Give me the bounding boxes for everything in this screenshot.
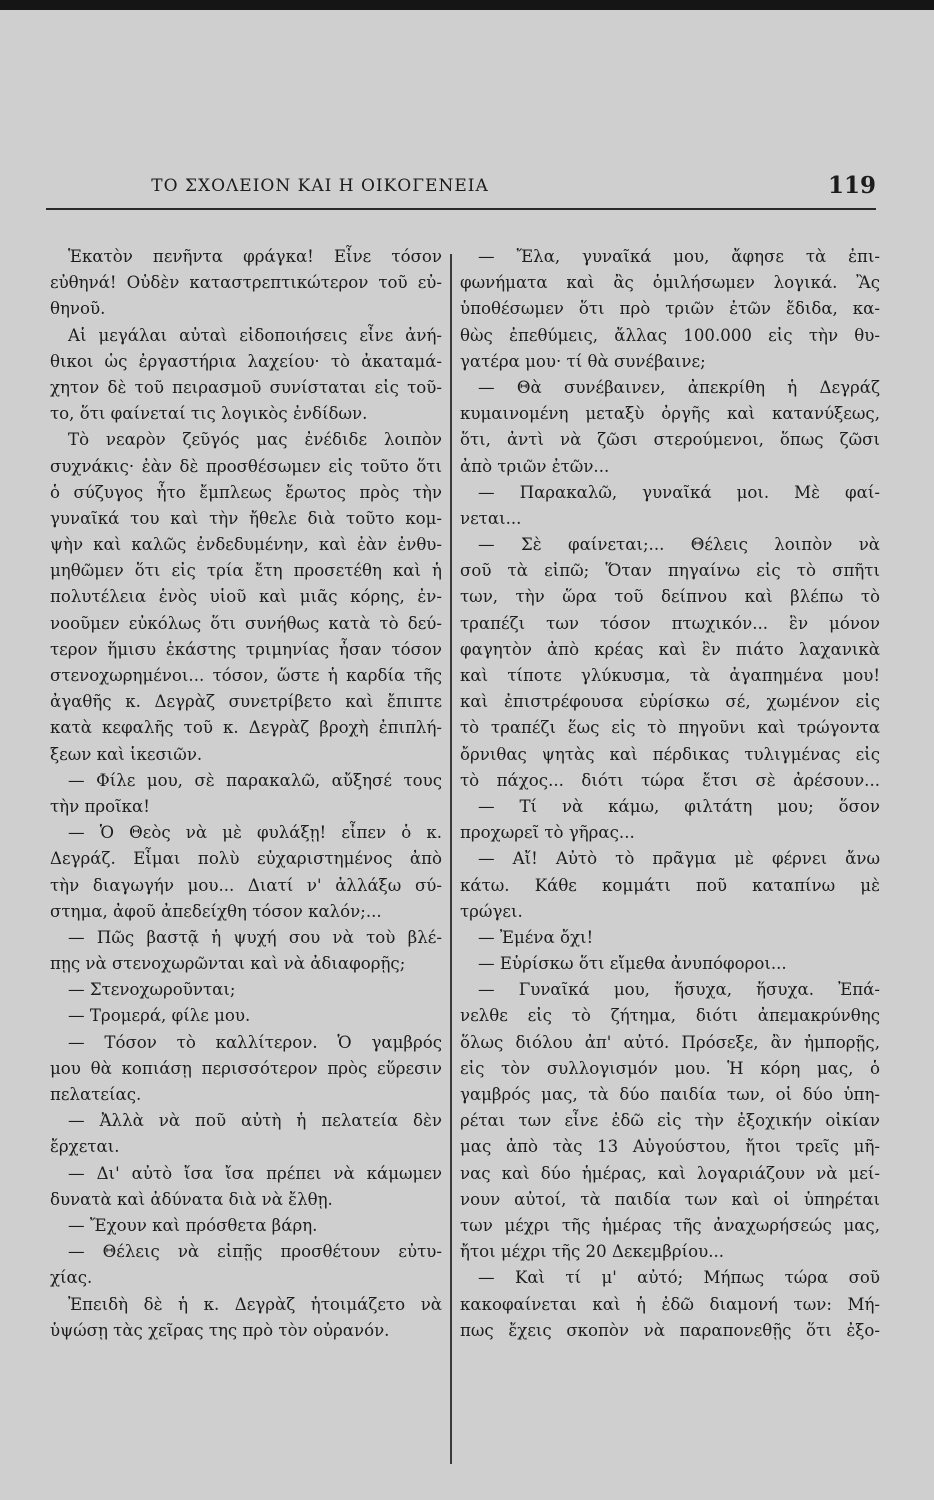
text-line: ὁ σύζυγος ἦτο ἔμπλεως ἔρωτος πρὸς τὴν: [50, 482, 442, 502]
text-line: τερον ἥμισυ ἑκάστης τριμηνίας ἦσαν τόσον: [50, 639, 442, 659]
text-line: νεται...: [460, 508, 522, 528]
left-column: [50, 244, 442, 1344]
text-line: τὴν διαγωγήν μου... Διατί ν' ἀλλάξω σύ-: [50, 875, 442, 895]
text-line: σοῦ τὰ εἰπῶ; Ὅταν πηγαίνω εἰς τὸ σπῆτι: [460, 561, 880, 581]
text-line: καὶ ἐπιστρέφουσα εὑρίσκω σέ, χωμένον εἰς: [460, 692, 880, 712]
text-line: θὼς ἐπεθύμεις, ἄλλας 100.000 εἰς τὴν θυ-: [460, 325, 880, 345]
text-line: προχωρεῖ τὸ γῆρας...: [460, 823, 635, 843]
text-line: νελθε εἰς τὸ ζήτημα, διότι ἀπεμακρύνθης: [460, 1006, 880, 1026]
text-line: — Τί νὰ κάμω, φιλτάτη μου; ὅσον: [478, 796, 880, 816]
text-line: ὅλως διόλου ἀπ' αὐτό. Πρόσεξε, ἂν ἠμπορῇς,: [460, 1032, 880, 1052]
text-line: μου θὰ κοπιάσῃ περισσότερον πρὸς εὕρεσιν: [50, 1058, 442, 1078]
text-line: κυμαινομένη μεταξὺ ὀργῆς καὶ κατανύξεως,: [460, 404, 880, 424]
running-title: ΤΟ ΣΧΟΛΕΙΟΝ ΚΑΙ Η ΟΙΚΟΓΕΝΕΙΑ: [151, 176, 489, 196]
right-column: [460, 244, 880, 1344]
text-line: τραπέζι των τόσον πτωχικόν... ἓν μόνον: [460, 613, 880, 633]
text-line: νουν αὐτοί, τὰ παιδία των καὶ οἱ ὑπηρέται: [460, 1189, 880, 1209]
text-line: φωνήματα καὶ ἂς ὁμιλήσωμεν λογικά. Ἂς: [460, 273, 880, 293]
text-line: νας καὶ δύο ἡμέρας, καὶ λογαριάζουν νὰ μεί-: [460, 1163, 880, 1183]
page-number: 119: [828, 172, 877, 199]
header-rule: [46, 208, 876, 210]
text-line: — Καὶ τί μ' αὐτό; Μήπως τώρα σοῦ: [478, 1268, 880, 1288]
text-line: — Θὰ συνέβαινεν, ἀπεκρίθη ἡ Δεγράζ: [478, 377, 880, 397]
text-line: πῃς νὰ στενοχωρῶνται καὶ νὰ ἀδιαφορῇς;: [50, 954, 406, 974]
text-line: τὸ πάχος... διότι τώρα ἔτσι σὲ ἀρέσουν...: [460, 770, 880, 790]
text-line: δυνατὰ καὶ ἀδύνατα διὰ νὰ ἔλθῃ.: [50, 1189, 333, 1209]
text-line: ἔρχεται.: [50, 1137, 120, 1157]
text-line: Αἱ μεγάλαι αὐταὶ εἰδοποιήσεις εἶνε ἀνή-: [68, 325, 442, 345]
text-line: μας ἀπὸ τὰς 13 Αὐγούστου, ἤτοι τρεῖς μῆ-: [460, 1137, 880, 1157]
text-line: κατὰ κεφαλῆς τοῦ κ. Δεγρὰζ βροχὴ ἐπιπλή-: [50, 718, 442, 738]
text-line: — Πῶς βαστᾷ ἡ ψυχή σου νὰ τοὺ βλέ-: [68, 927, 442, 947]
text-line: ἀγαθῆς κ. Δεγρὰζ συνετρίβετο καὶ ἔπιπτε: [50, 692, 442, 712]
text-line: τὴν προῖκα!: [50, 796, 150, 816]
text-line: ὑψώσῃ τὰς χεῖρας της πρὸ τὸν οὐρανόν.: [50, 1320, 390, 1340]
text-line: στενοχωρημένοι... τόσον, ὥστε ἡ καρδία τῆς: [50, 666, 442, 685]
text-line: — Ὁ Θεὸς νὰ μὲ φυλάξῃ! εἶπεν ὁ κ.: [68, 823, 442, 843]
text-line: ὅτι, ἀντὶ νὰ ζῶσι στερούμενοι, ὅπως ζῶσι: [460, 430, 880, 450]
text-line: γυναῖκά του καὶ τὴν ἤθελε διὰ τοῦτο κομ-: [50, 508, 442, 528]
text-line: ξεων καὶ ἱκεσιῶν.: [50, 744, 203, 764]
text-line: θηνοῦ.: [50, 299, 106, 319]
text-line: εὐθηνά! Οὐδὲν καταστρεπτικώτερον τοῦ εὐ-: [50, 273, 442, 293]
text-line: — Τόσον τὸ καλλίτερον. Ὁ γαμβρός: [68, 1032, 442, 1052]
text-line: το, ὅτι φαίνεταί τις λογικὸς ἐνδίδων.: [50, 404, 368, 424]
text-line: εἰς τὸν συλλογισμόν μου. Ἡ κόρη μας, ὁ: [460, 1058, 880, 1078]
text-line: γατέρα μου· τί θὰ συνέβαινε;: [460, 351, 706, 371]
text-line: ὄρνιθας ψητὰς καὶ πέρδικας τυλιγμένας εἰς: [460, 744, 880, 764]
text-line: συχνάκις· ἐὰν δὲ προσθέσωμεν εἰς τοῦτο ὅτι: [50, 456, 442, 476]
text-line: — Εὑρίσκω ὅτι εἴμεθα ἀνυπόφοροι...: [478, 954, 787, 974]
text-line: Ἐπειδὴ δὲ ἡ κ. Δεγρὰζ ἡτοιμάζετο νὰ: [68, 1294, 442, 1314]
text-line: — Ἀλλὰ νὰ ποῦ αὐτὴ ἡ πελατεία δὲν: [68, 1111, 442, 1131]
text-line: των, τὴν ὥρα τοῦ δείπνου καὶ βλέπω τὸ: [460, 587, 880, 607]
text-line: Δεγράζ. Εἶμαι πολὺ εὐχαριστημένος ἀπὸ: [50, 849, 442, 869]
text-line: πελατείας.: [50, 1085, 142, 1104]
text-line: — Αἴ! Αὐτὸ τὸ πρᾶγμα μὲ φέρνει ἄνω: [478, 849, 880, 869]
text-line: φαγητὸν ἀπὸ κρέας καὶ ἓν πιάτο λαχανικὰ: [460, 639, 880, 659]
text-line: καὶ τίποτε γλύκυσμα, τὰ ἀγαπημένα μου!: [460, 666, 880, 685]
text-line: — Παρακαλῶ, γυναῖκά μοι. Μὲ φαί-: [478, 482, 880, 502]
text-line: ἤτοι μέχρι τῆς 20 Δεκεμβρίου...: [460, 1242, 725, 1262]
text-line: χητον δὲ τοῦ πειρασμοῦ συνίσταται εἰς τοῦ-: [50, 377, 442, 397]
text-line: — Ἐμένα ὄχι!: [478, 927, 594, 947]
text-line: θικοι ὡς ἐργαστήρια λαχείου· τὸ ἀκαταμά-: [50, 351, 442, 371]
text-line: στημα, ἀφοῦ ἀπεδείχθη τόσον καλόν;...: [50, 901, 382, 921]
text-line: — Σὲ φαίνεται;... Θέλεις λοιπὸν νὰ: [478, 535, 880, 555]
text-line: ψὴν καὶ καλῶς ἐνδεδυμένην, καὶ ἐὰν ἐνθυ-: [50, 535, 442, 555]
page-top-edge: [0, 0, 934, 10]
text-line: ὑποθέσωμεν ὅτι πρὸ τριῶν ἐτῶν ἔδιδα, κα-: [460, 299, 880, 319]
text-line: τρώγει.: [460, 901, 523, 921]
text-line: τὸ τραπέζι ἕως εἰς τὸ πηγοῦνι καὶ τρώγοντα: [460, 718, 880, 738]
text-line: — Στενοχωροῦνται;: [68, 980, 236, 1000]
text-line: γαμβρός μας, τὰ δύο παιδία των, οἱ δύο ὑπη-: [460, 1085, 880, 1104]
text-line: νοοῦμεν εὐκόλως ὅτι συνήθως κατὰ τὸ δεύ-: [50, 613, 442, 633]
text-line: κάτω. Κάθε κομμάτι ποῦ καταπίνω μὲ: [460, 875, 880, 895]
text-line: κακοφαίνεται καὶ ἡ ἐδῶ διαμονή των: Μή-: [460, 1294, 880, 1314]
text-line: Τὸ νεαρὸν ζεῦγός μας ἐνέδιδε λοιπὸν: [68, 430, 442, 450]
text-line: πολυτέλεια ἑνὸς υἱοῦ καὶ μιᾶς κόρης, ἐν-: [50, 587, 442, 607]
text-line: Ἑκατὸν πενῆντα φράγκα! Εἶνε τόσον: [68, 247, 442, 266]
text-line: — Φίλε μου, σὲ παρακαλῶ, αὔξησέ τους: [68, 770, 442, 790]
text-line: των μέχρι τῆς ἡμέρας τῆς ἀναχωρήσεώς μας,: [460, 1215, 880, 1235]
column-divider: [450, 254, 452, 1464]
text-line: πως ἔχεις σκοπὸν νὰ παραπονεθῇς ὅτι ἐξο-: [460, 1320, 880, 1340]
text-line: — Θέλεις νὰ εἰπῇς προσθέτουν εὐτυ-: [68, 1242, 442, 1262]
text-line: — Γυναῖκά μου, ἥσυχα, ἥσυχα. Ἐπά-: [478, 980, 880, 1000]
text-line: — Ἔχουν καὶ πρόσθετα βάρη.: [68, 1215, 318, 1235]
text-line: ρέται των εἶνε ἐδῶ εἰς τὴν ἐξοχικήν οἰκίαν: [460, 1111, 880, 1131]
text-line: μηθῶμεν ὅτι εἰς τρία ἔτη προσετέθη καὶ ἡ: [50, 561, 442, 581]
text-line: — Δι' αὐτὸ ἴσα ἴσα πρέπει νὰ κάμωμεν: [68, 1163, 442, 1183]
text-line: χίας.: [50, 1268, 93, 1288]
text-line: ἀπὸ τριῶν ἐτῶν...: [460, 456, 610, 476]
text-line: — Ἔλα, γυναῖκά μου, ἄφησε τὰ ἐπι-: [478, 247, 880, 266]
text-line: — Τρομερά, φίλε μου.: [68, 1006, 251, 1026]
